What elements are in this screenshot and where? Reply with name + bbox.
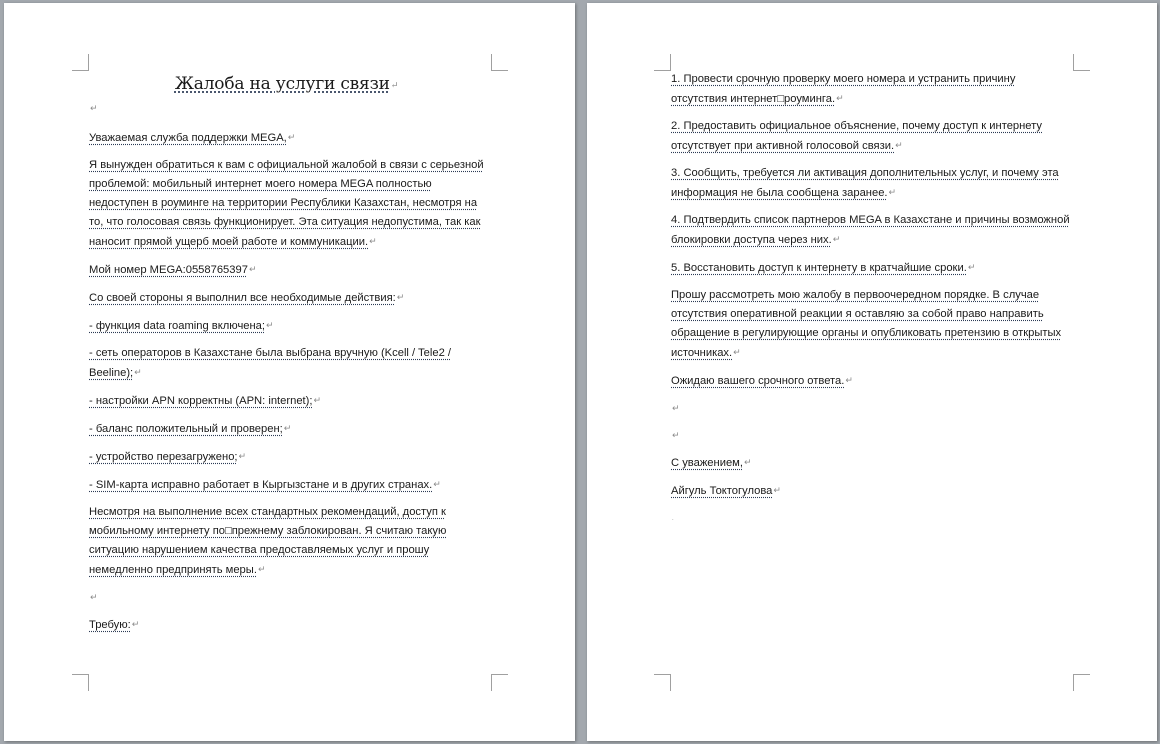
- paragraph-mark-icon: ↵: [257, 564, 266, 574]
- document-page-1[interactable]: [4, 3, 575, 741]
- paragraph-mark-icon: ↵: [369, 236, 377, 246]
- crop-mark-bottom-left: [72, 674, 89, 691]
- paragraph-mark-icon: ↵: [134, 367, 142, 377]
- still-blocked-paragraph[interactable]: Несмотря на выполнение всех стандартных рекомендаций, доступ к мобильному интернету по□прежнему заблокирован. Я считаю такую ситуацию нарушением качества предоставляемых услуг и прошу немедленно предпринять меры.↵: [89, 506, 447, 576]
- empty-paragraph[interactable]: [671, 426, 1071, 445]
- demand-item-3[interactable]: 3. Сообщить, требуется ли активация дополнительных услуг, и почему эта информация не была сообщена заранее.↵: [671, 167, 1059, 199]
- crop-mark-bottom-left: [654, 674, 671, 691]
- empty-paragraph[interactable]: [89, 99, 484, 118]
- paragraph-mark-icon: ↵: [131, 619, 140, 629]
- demand-item-2[interactable]: 2. Предоставить официальное объяснение, почему доступ к интернету отсутствует при активной голосовой связи.↵: [671, 120, 1043, 152]
- action-item-reboot[interactable]: - устройство перезагружено;↵: [89, 451, 247, 463]
- document-page-2[interactable]: [587, 3, 1157, 741]
- crop-mark-top-left: [72, 54, 89, 71]
- crop-mark-top-right: [491, 54, 508, 71]
- action-item-apn[interactable]: - настройки APN корректны (APN: internet);↵: [89, 395, 322, 407]
- paragraph-mark-icon: ↵: [743, 457, 752, 467]
- paragraph-mark-icon: ↵: [248, 264, 257, 274]
- demands-heading-paragraph[interactable]: Требую:↵: [89, 619, 140, 631]
- crop-mark-bottom-right: [1073, 674, 1090, 691]
- paragraph-mark-icon: ↵: [895, 140, 903, 150]
- empty-paragraph[interactable]: [671, 399, 1071, 418]
- paragraph-mark-icon: ↵: [773, 485, 781, 495]
- paragraph-mark-icon: ↵: [390, 81, 399, 91]
- paragraph-mark-icon: ↵: [287, 132, 296, 142]
- demand-item-4[interactable]: 4. Подтвердить список партнеров MEGA в Казахстане и причины возможной блокировки доступа через них.↵: [671, 214, 1070, 246]
- closing-paragraph[interactable]: С уважением,↵: [671, 457, 752, 469]
- crop-mark-top-right: [1073, 54, 1090, 71]
- escalation-paragraph[interactable]: Прошу рассмотреть мою жалобу в первоочередном порядке. В случае отсутствия оперативной реакции я оставляю за собой право направить обращение в регулирующие органы и опубликовать претензию в открытых источниках.↵: [671, 289, 1062, 359]
- complaint-intro-paragraph[interactable]: Я вынужден обратиться к вам с официальной жалобой в связи с серьезной проблемой: мобильный интернет моего номера MEGA полностью недоступен в роуминге на территории Республики Казахстан, несмотря на то, что голосовая связь функционирует. Эта ситуация недопустима, так как наносит прямой ущерб моей работе и коммуникации.↵: [89, 159, 484, 248]
- paragraph-mark-icon: ↵: [672, 430, 680, 440]
- paragraph-mark-icon: ↵: [733, 347, 741, 357]
- document-title[interactable]: Жалоба на услуги связи↵: [174, 74, 399, 94]
- action-item-network[interactable]: - сеть операторов в Казахстане была выбрана вручную (Kcell / Tele2 / Beeline);↵: [89, 347, 452, 379]
- paragraph-mark-icon: ↵: [238, 451, 247, 461]
- paragraph-mark-icon: ↵: [832, 234, 841, 244]
- end-of-document-marker[interactable]: [671, 509, 1071, 528]
- empty-paragraph[interactable]: [89, 588, 484, 607]
- page-2-body[interactable]: [671, 70, 1071, 536]
- paragraph-mark-icon: ↵: [283, 423, 292, 433]
- paragraph-mark-icon: ↵: [90, 103, 98, 113]
- paragraph-mark-icon: ↵: [313, 395, 322, 405]
- paragraph-mark-icon: ↵: [396, 292, 405, 302]
- crop-mark-top-left: [654, 54, 671, 71]
- action-item-sim[interactable]: - SIM-карта исправно работает в Кыргызстане и в других странах.↵: [89, 479, 441, 491]
- paragraph-mark-icon: ↵: [266, 320, 274, 330]
- phone-number-paragraph[interactable]: Мой номер MEGA:0558765397↵: [89, 264, 257, 276]
- salutation-paragraph[interactable]: Уважаемая служба поддержки MEGA,↵: [89, 132, 296, 144]
- demand-item-1[interactable]: 1. Провести срочную проверку моего номера и устранить причину отсутствия интернет□роуминга.↵: [671, 73, 1016, 105]
- signature-paragraph[interactable]: Айгуль Токтогулова↵: [671, 485, 781, 497]
- paragraph-mark-icon: ↵: [836, 93, 844, 103]
- crop-mark-bottom-right: [491, 674, 508, 691]
- paragraph-mark-icon: ↵: [672, 403, 680, 413]
- paragraph-mark-icon: ↵: [967, 262, 976, 272]
- paragraph-mark-icon: ↵: [845, 375, 853, 385]
- action-item-data-roaming[interactable]: - функция data roaming включена;↵: [89, 320, 274, 332]
- action-item-balance[interactable]: - баланс положительный и проверен;↵: [89, 423, 292, 435]
- end-mark-icon: .: [672, 516, 674, 522]
- paragraph-mark-icon: ↵: [433, 479, 441, 489]
- paragraph-mark-icon: ↵: [90, 592, 98, 602]
- demand-item-5[interactable]: 5. Восстановить доступ к интернету в кратчайшие сроки.↵: [671, 262, 976, 274]
- actions-intro-paragraph[interactable]: Со своей стороны я выполнил все необходимые действия:↵: [89, 292, 405, 304]
- paragraph-mark-icon: ↵: [888, 187, 897, 197]
- page-1-body[interactable]: [89, 71, 484, 643]
- awaiting-response-paragraph[interactable]: Ожидаю вашего срочного ответа.↵: [671, 375, 853, 387]
